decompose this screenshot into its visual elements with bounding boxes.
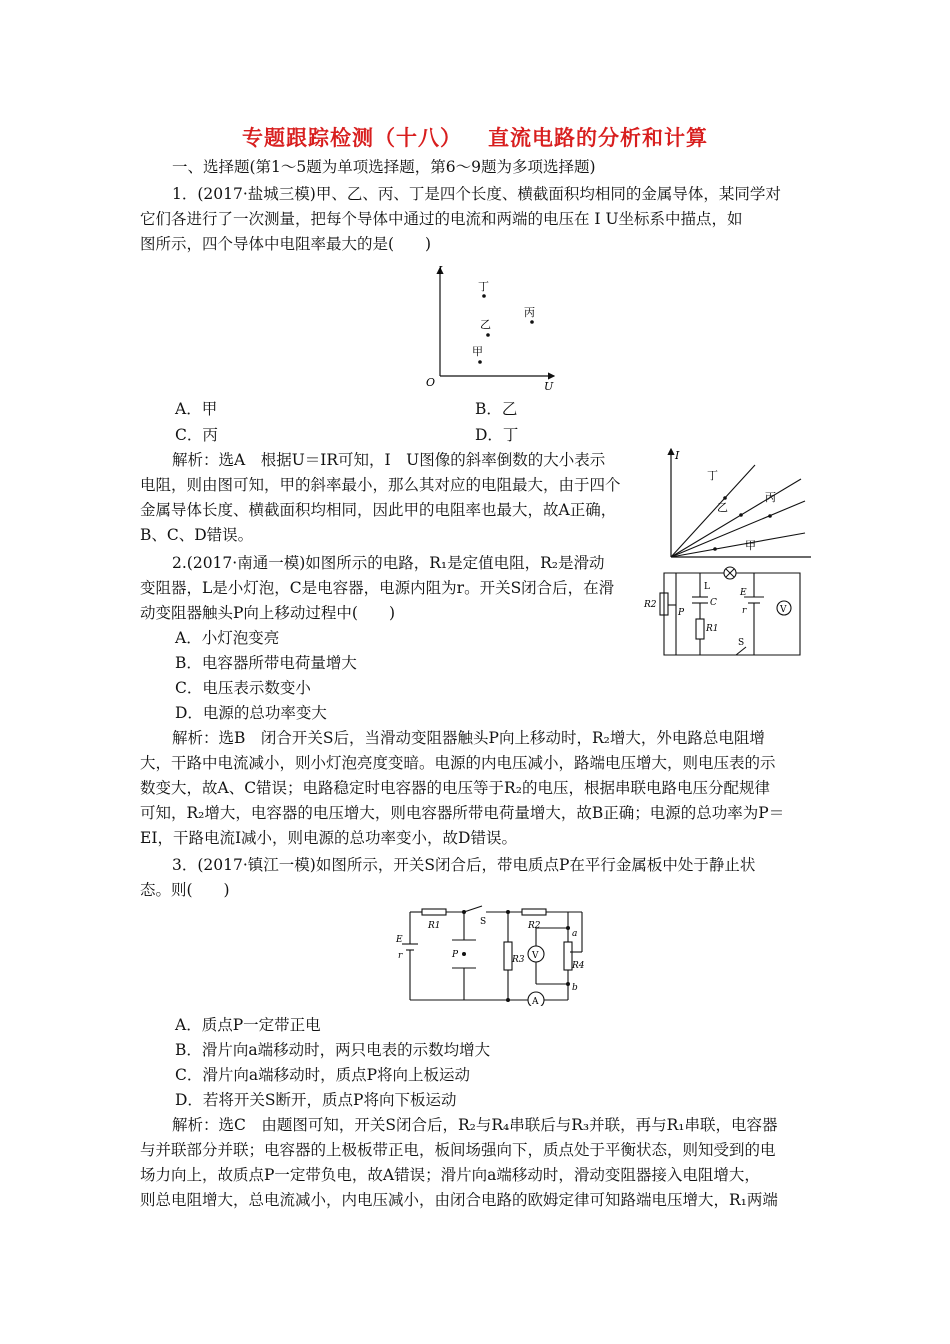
q1-answer-line1: 解析：选A 根据U＝IR可知，I U图像的斜率倒数的大小表示 xyxy=(172,451,606,469)
q1-iu-lines-figure xyxy=(655,445,815,563)
q2-answer-line4: 可知，R₂增大，电容器的电压增大，则电容器所带电荷量增大，故B正确；电源的总功率为P＝ xyxy=(140,804,785,822)
q1-axis-i-label: I xyxy=(438,264,443,277)
q1-point-yi xyxy=(486,333,490,337)
q1-origin-label: O xyxy=(426,376,436,389)
q1-iu-scatter-figure xyxy=(420,262,570,394)
q2-answer-line5: EI，干路电流I减小，则电源的总功率变小，故D错误。 xyxy=(140,829,517,847)
q2-label-c: C xyxy=(710,598,717,608)
q3-label-r1: R1 xyxy=(428,921,441,931)
q1-fig2-label-bing: 丙 xyxy=(765,491,776,504)
q3-label-ammeter: A xyxy=(532,997,539,1006)
q2-circuit-figure xyxy=(640,563,810,659)
q2-label-r: r xyxy=(742,606,747,616)
q3-label-p: P xyxy=(452,950,459,960)
q1-answer-line3: 金属导体长度、横截面积均相同，因此甲的电阻率也最大，故A正确， xyxy=(140,501,617,519)
q2-answer-line3: 数变大，故A、C错误；电路稳定时电容器的电压等于R₂的电压，根据串联电路电压分配规律 xyxy=(140,779,770,797)
q3-label-r3: R3 xyxy=(512,955,525,965)
q1-answer-line4: B、C、D错误。 xyxy=(140,526,254,544)
q1-stem-line3: 图所示，四个导体中电阻率最大的是( ) xyxy=(140,235,432,253)
q3-label-r4: R4 xyxy=(572,961,585,971)
q3-stem-line2: 态。则( ) xyxy=(140,881,230,899)
q3-answer-line1: 解析：选C 由题图可知，开关S闭合后，R₂与R₄串联后与R₃并联，再与R₁串联，电容器 xyxy=(172,1116,778,1134)
q1-fig2-label-jia: 甲 xyxy=(745,539,756,552)
q3-option-d: D．若将开关S断开，质点P将向下板运动 xyxy=(175,1091,457,1109)
q2-option-a: A．小灯泡变亮 xyxy=(175,629,280,647)
q1-label-yi: 乙 xyxy=(480,318,491,331)
q3-label-r2: R2 xyxy=(528,921,541,931)
section-header: 一、选择题(第1～5题为单项选择题，第6～9题为多项选择题) xyxy=(172,158,596,176)
q1-point-jia xyxy=(478,360,482,364)
q1-fig2-label-yi: 乙 xyxy=(717,501,728,514)
q3-answer-line2: 与并联部分并联；电容器的上极板带正电，板间场强向下，质点处于平衡状态，则知受到的电 xyxy=(140,1141,776,1159)
q3-answer-line4: 则总电阻增大，总电流减小，内电压减小，由闭合电路的欧姆定律可知路端电压增大，R₁两端 xyxy=(140,1191,778,1209)
q1-fig2-label-ding: 丁 xyxy=(707,469,718,482)
q1-line-bing xyxy=(671,501,805,557)
q2-label-r1: R1 xyxy=(706,624,719,634)
q3-stem-line1: 3．(2017·镇江一模)如图所示，开关S闭合后，带电质点P在平行金属板中处于静止状 xyxy=(172,856,756,874)
q1-fig2-axis-i: I xyxy=(675,449,680,462)
q3-option-b: B．滑片向a端移动时，两只电表的示数均增大 xyxy=(175,1041,491,1059)
q1-answer-line2: 电阻，则由图可知，甲的斜率最小，那么其对应的电阻最大，由于四个 xyxy=(140,476,621,494)
q2-label-s: S xyxy=(738,638,745,648)
q2-option-b: B．电容器所带电荷量增大 xyxy=(175,654,357,672)
q2-label-e: E xyxy=(740,588,747,598)
title-part1: 专题跟踪检测（十八） xyxy=(242,125,462,150)
q1-stem-line1: 1．(2017·盐城三模)甲、乙、丙、丁是四个长度、横截面积均相同的金属导体，某同学对 xyxy=(172,185,781,203)
q3-label-b: b xyxy=(572,983,578,993)
q2-stem-line3: 动变阻器触头P向上移动过程中( ) xyxy=(140,604,396,622)
q1-option-b: B．乙 xyxy=(475,400,518,418)
q2-answer-line1: 解析：选B 闭合开关S后，当滑动变阻器触头P向上移动时，R₂增大，外电路总电阻增 xyxy=(172,729,765,747)
q2-answer-line2: 大，干路中电流减小，则小灯泡亮度变暗。电源的内电压减小，路端电压增大，则电压表的示 xyxy=(140,754,776,772)
q3-label-r: r xyxy=(398,951,403,961)
q1-label-jia: 甲 xyxy=(472,345,483,358)
q1-axis-u-label: U xyxy=(544,380,554,393)
q2-option-d: D．电源的总功率变大 xyxy=(175,704,327,722)
q2-stem-line1: 2.(2017·南通一模)如图所示的电路，R₁是定值电阻，R₂是滑动 xyxy=(172,554,605,572)
q3-label-s: S xyxy=(480,917,487,927)
q2-label-v: V xyxy=(780,605,787,615)
page-title xyxy=(0,122,950,152)
q1-stem-line2: 它们各进行了一次测量，把每个导体中通过的电流和两端的电压在 I U坐标系中描点，如 xyxy=(140,210,743,228)
q3-circuit-figure xyxy=(392,904,592,1006)
q1-option-d: D．丁 xyxy=(475,426,519,444)
q2-label-r2: R2 xyxy=(644,600,657,610)
q3-option-c: C．滑片向a端移动时，质点P将向上板运动 xyxy=(175,1066,471,1084)
title-part2: 直流电路的分析和计算 xyxy=(488,125,708,150)
q1-option-a: A．甲 xyxy=(175,400,218,418)
q3-option-a: A．质点P一定带正电 xyxy=(175,1016,321,1034)
q2-label-l: L xyxy=(704,582,710,592)
q3-label-e: E xyxy=(396,935,403,945)
q3-label-v: V xyxy=(532,951,539,961)
q1-label-bing: 丙 xyxy=(524,306,535,319)
q3-particle-p xyxy=(462,952,466,956)
q1-point-bing xyxy=(530,320,534,324)
q2-option-c: C．电压表示数变小 xyxy=(175,679,311,697)
q3-label-a: a xyxy=(572,929,578,939)
q1-option-c: C．丙 xyxy=(175,426,218,444)
q3-answer-line3: 场力向上，故质点P一定带负电，故A错误；滑片向a端移动时，滑动变阻器接入电阻增大， xyxy=(140,1166,760,1184)
q1-label-ding: 丁 xyxy=(478,280,489,293)
q2-stem-line2: 变阻器，L是小灯泡，C是电容器，电源内阻为r。开关S闭合后，在滑 xyxy=(140,579,615,597)
q2-label-p: P xyxy=(678,608,685,618)
q1-point-ding xyxy=(482,294,486,298)
